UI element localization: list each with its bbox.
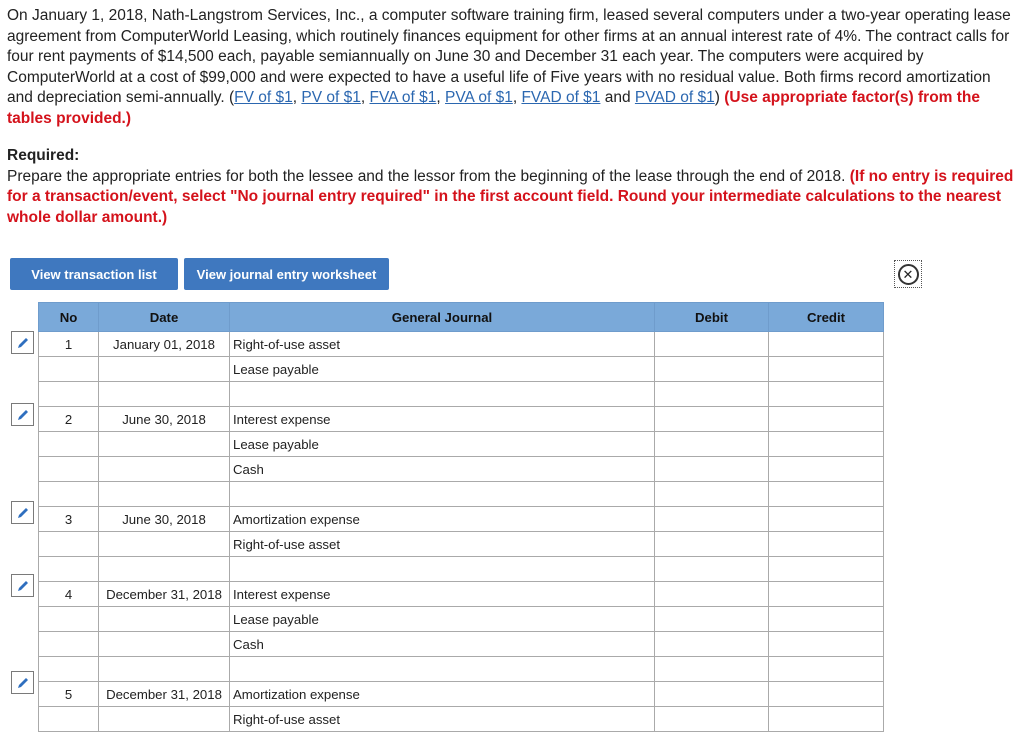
debit-cell[interactable] (655, 507, 769, 532)
entry-date (99, 657, 230, 682)
entry-no: 3 (39, 507, 99, 532)
account-cell[interactable]: Lease payable (230, 357, 655, 382)
table-row (39, 457, 884, 482)
entry-no (39, 532, 99, 557)
table-row (39, 532, 884, 557)
account-cell[interactable] (230, 557, 655, 582)
factor-instruction: (Use appropriate factor(s) from the tables provided.) (7, 89, 981, 127)
entry-no: 5 (39, 682, 99, 707)
link-fv[interactable]: FV of $1 (234, 89, 293, 106)
header-no: No (39, 303, 99, 332)
account-cell[interactable]: Amortization expense (230, 682, 655, 707)
entry-date: December 31, 2018 (99, 682, 230, 707)
edit-pencil-5[interactable] (11, 671, 34, 694)
account-cell[interactable]: Right-of-use asset (230, 332, 655, 357)
edit-pencil-4[interactable] (11, 574, 34, 597)
entry-no (39, 707, 99, 732)
debit-cell[interactable] (655, 432, 769, 457)
table-row (39, 607, 884, 632)
view-transaction-list-button[interactable]: View transaction list (10, 258, 178, 290)
pencil-icon (16, 579, 30, 593)
debit-cell[interactable] (655, 632, 769, 657)
entry-no: 4 (39, 582, 99, 607)
debit-cell[interactable] (655, 482, 769, 507)
table-header-row (39, 303, 884, 332)
link-pva[interactable]: PVA of $1 (445, 89, 513, 106)
entry-no (39, 482, 99, 507)
entry-date (99, 382, 230, 407)
table-row (39, 582, 884, 607)
entry-date: December 31, 2018 (99, 582, 230, 607)
link-fvad[interactable]: FVAD of $1 (521, 89, 601, 106)
pencil-icon (16, 408, 30, 422)
table-row (39, 682, 884, 707)
entry-no (39, 457, 99, 482)
account-cell[interactable]: Cash (230, 632, 655, 657)
header-date: Date (99, 303, 230, 332)
entry-no: 2 (39, 407, 99, 432)
account-cell[interactable]: Right-of-use asset (230, 532, 655, 557)
debit-cell[interactable] (655, 407, 769, 432)
debit-cell[interactable] (655, 357, 769, 382)
credit-cell[interactable] (769, 382, 884, 407)
link-pv[interactable]: PV of $1 (301, 89, 361, 106)
credit-cell[interactable] (769, 407, 884, 432)
entry-date (99, 632, 230, 657)
edit-pencil-1[interactable] (11, 331, 34, 354)
credit-cell[interactable] (769, 582, 884, 607)
account-cell[interactable]: Cash (230, 457, 655, 482)
account-cell[interactable] (230, 482, 655, 507)
link-fva[interactable]: FVA of $1 (369, 89, 437, 106)
close-circle-icon: ✕ (898, 264, 919, 285)
required-text: Prepare the appropriate entries for both the lessee and the lessor from the beginning of the lease through the end of 2018. (7, 167, 850, 185)
problem-text: On January 1, 2018, Nath-Langstrom Services, Inc., a computer software training firm, leased several computers under a two-year operating lease agreement from ComputerWorld Leasing, which routinely finances equipment for other firms at an annual interest rate of 4%. The contract calls for four rent payments of $14,500 each, payable semiannually on June 30 and December 31 each year. The computers were acquired by ComputerWorld at a cost of $99,000 and were expected to have a useful life of Five years with no residual value. Both firms record amortization and depreciation semi-annually. ( (7, 7, 1011, 106)
entry-no (39, 632, 99, 657)
table-row (39, 482, 884, 507)
debit-cell[interactable] (655, 682, 769, 707)
account-cell[interactable]: Lease payable (230, 432, 655, 457)
table-row (39, 557, 884, 582)
pencil-icon (16, 506, 30, 520)
debit-cell[interactable] (655, 582, 769, 607)
debit-cell[interactable] (655, 532, 769, 557)
table-row (39, 657, 884, 682)
entry-date: June 30, 2018 (99, 507, 230, 532)
entry-date: January 01, 2018 (99, 332, 230, 357)
required-title: Required: (7, 147, 80, 164)
pencil-icon (16, 336, 30, 350)
account-cell[interactable]: Right-of-use asset (230, 707, 655, 732)
credit-cell[interactable] (769, 507, 884, 532)
entry-date (99, 357, 230, 382)
debit-cell[interactable] (655, 382, 769, 407)
credit-cell[interactable] (769, 607, 884, 632)
edit-pencil-3[interactable] (11, 501, 34, 524)
close-button[interactable] (894, 260, 922, 288)
debit-cell[interactable] (655, 557, 769, 582)
entry-date (99, 532, 230, 557)
entry-no: 1 (39, 332, 99, 357)
entry-date (99, 482, 230, 507)
table-row (39, 407, 884, 432)
account-cell[interactable]: Lease payable (230, 607, 655, 632)
table-row (39, 707, 884, 732)
table-row (39, 632, 884, 657)
required-instruction: (If no entry is required for a transaction/event, select "No journal entry required" in the first account field. Round your intermediate calculations to the nearest whole dollar amount.) (7, 167, 1014, 226)
credit-cell[interactable] (769, 532, 884, 557)
credit-cell[interactable] (769, 482, 884, 507)
debit-cell[interactable] (655, 657, 769, 682)
entry-no (39, 357, 99, 382)
table-row (39, 507, 884, 532)
header-credit: Credit (769, 303, 884, 332)
link-pvad[interactable]: PVAD of $1 (634, 89, 715, 106)
debit-cell[interactable] (655, 607, 769, 632)
debit-cell[interactable] (655, 332, 769, 357)
account-cell[interactable] (230, 657, 655, 682)
header-general-journal: General Journal (230, 303, 655, 332)
debit-cell[interactable] (655, 707, 769, 732)
credit-cell[interactable] (769, 332, 884, 357)
header-debit: Debit (655, 303, 769, 332)
view-journal-entry-worksheet-button[interactable]: View journal entry worksheet (184, 258, 389, 290)
entry-date (99, 707, 230, 732)
entry-date (99, 557, 230, 582)
entry-no (39, 557, 99, 582)
account-cell[interactable]: Amortization expense (230, 507, 655, 532)
entry-date (99, 432, 230, 457)
entry-date (99, 457, 230, 482)
credit-cell[interactable] (769, 357, 884, 382)
credit-cell[interactable] (769, 632, 884, 657)
account-cell[interactable] (230, 382, 655, 407)
entry-no (39, 382, 99, 407)
debit-cell[interactable] (655, 457, 769, 482)
general-journal-table (38, 302, 884, 732)
entry-no (39, 607, 99, 632)
entry-no (39, 432, 99, 457)
credit-cell[interactable] (769, 707, 884, 732)
entry-date: June 30, 2018 (99, 407, 230, 432)
table-row (39, 332, 884, 357)
table-row (39, 432, 884, 457)
account-cell[interactable]: Interest expense (230, 407, 655, 432)
edit-pencil-2[interactable] (11, 403, 34, 426)
required-section (7, 146, 1017, 228)
entry-date (99, 607, 230, 632)
credit-cell[interactable] (769, 457, 884, 482)
pencil-icon (16, 676, 30, 690)
account-cell[interactable]: Interest expense (230, 582, 655, 607)
table-row (39, 357, 884, 382)
credit-cell[interactable] (769, 682, 884, 707)
credit-cell[interactable] (769, 432, 884, 457)
entry-no (39, 657, 99, 682)
problem-statement: On January 1, 2018, Nath-Langstrom Services, Inc., a computer software training firm, leased several computers under a two-year operating lease agreement from ComputerWorld Leasing, which routinely finances equipment for other firms at an annual interest rate of 4%. The contract calls for four rent payments of $14,500 each, payable semiannually on June 30 and December 31 each year. The computers were acquired by ComputerWorld at a cost of $99,000 and were expected to have a useful life of Five years with no residual value. Both firms record amortization and depreciation semi-annually. (FV of $1, PV of $1, FVA of $1, PVA of $1, FVAD of $1 and PVAD of $1) (Use appropriate factor(s) from the tables provided.) (7, 7, 1011, 127)
table-row (39, 382, 884, 407)
credit-cell[interactable] (769, 657, 884, 682)
credit-cell[interactable] (769, 557, 884, 582)
